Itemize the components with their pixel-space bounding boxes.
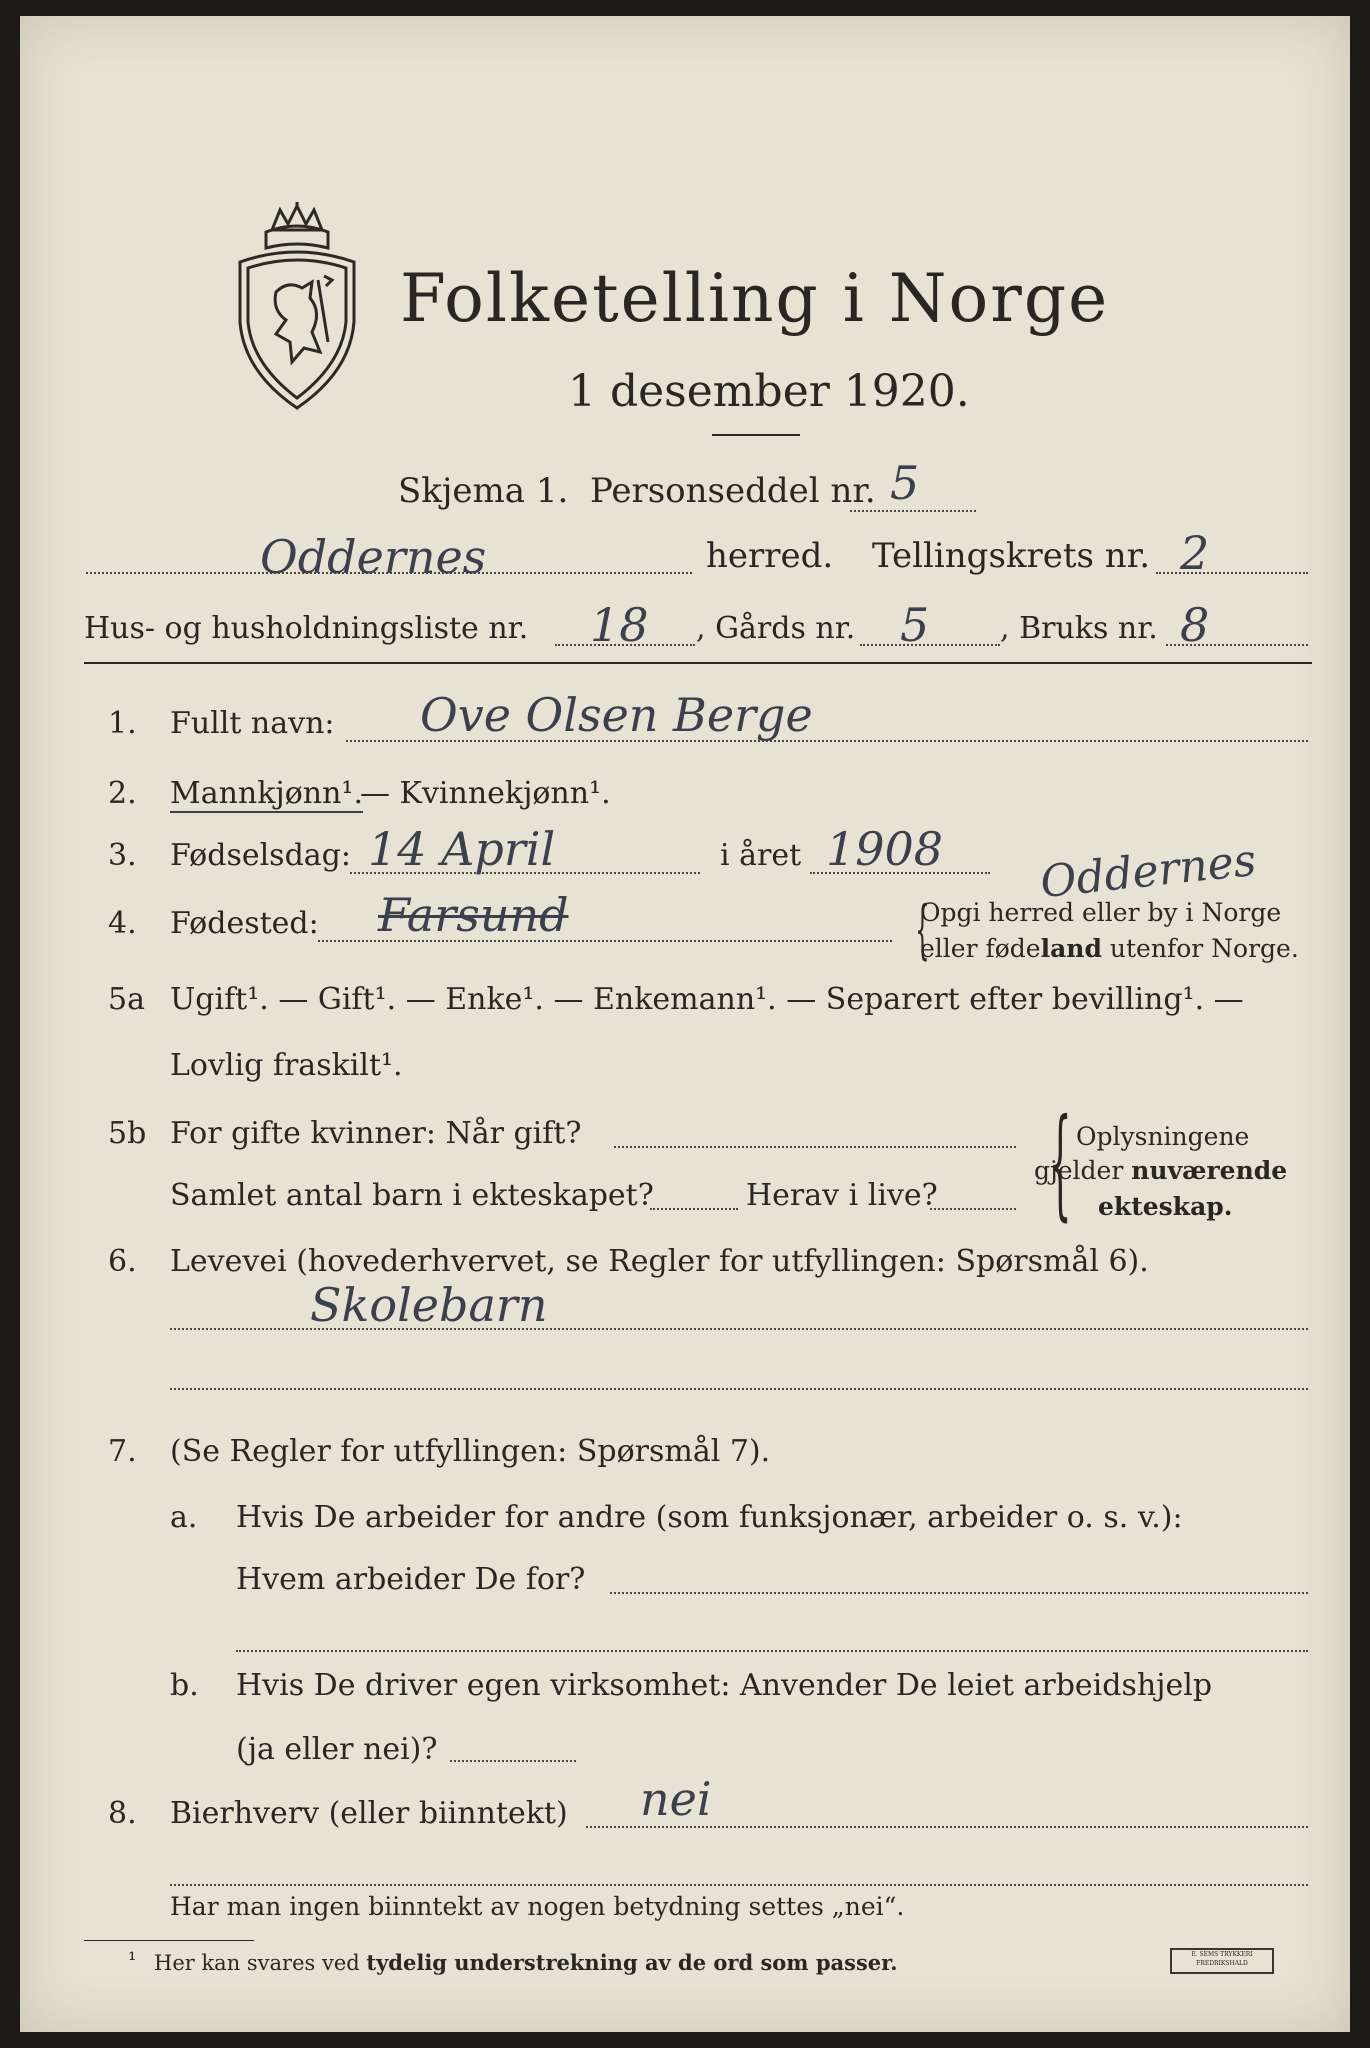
q5b-alive-label: Herav i live? — [746, 1178, 938, 1213]
herred-label: herred. — [706, 536, 834, 576]
q4-note-part-a: eller føde — [920, 934, 1041, 963]
footnote-text — [154, 1950, 898, 1975]
q5b-married-when-line — [614, 1146, 1016, 1148]
q3-label: Fødselsdag: — [170, 838, 351, 873]
q8-number: 8. — [108, 1796, 137, 1831]
q5b-note-line-3: ekteskap. — [1098, 1192, 1233, 1221]
gards-label: , Gårds nr. — [696, 611, 856, 646]
herred-value[interactable]: Oddernes — [260, 530, 487, 584]
birth-year-value[interactable]: 1908 — [826, 822, 944, 876]
q7b-answer-line — [450, 1760, 576, 1762]
side-income-value[interactable]: nei — [640, 1772, 712, 1826]
personseddel-label: Personseddel nr. — [590, 471, 876, 511]
q5b-children-line — [650, 1208, 738, 1210]
q4-label: Fødested: — [170, 906, 319, 941]
gender-male-option[interactable]: Mannkjønn¹. — [170, 776, 363, 811]
occupation-value[interactable]: Skolebarn — [310, 1278, 548, 1332]
q8-line-2 — [170, 1884, 1308, 1886]
q5b-note-line-2 — [1034, 1156, 1287, 1185]
birthplace-value[interactable]: Farsund — [378, 888, 569, 942]
q7a-text: Hvis De arbeider for andre (som funksjonær, arbeider o. s. v.): — [236, 1500, 1183, 1535]
tellingskrets-value[interactable]: 2 — [1180, 526, 1210, 580]
q6-number: 6. — [108, 1244, 137, 1279]
q4-brace: { — [915, 893, 930, 967]
q7a-employer-label: Hvem arbeider De for? — [236, 1562, 586, 1597]
bruks-label: , Bruks nr. — [1000, 611, 1158, 646]
q7-number: 7. — [108, 1434, 137, 1469]
q5b-number: 5b — [108, 1116, 147, 1151]
q7b-text: Hvis De driver egen virksomhet: Anvender De leiet arbeidshjelp — [236, 1668, 1213, 1703]
birth-year-label: i året — [720, 838, 802, 873]
q7b-letter: b. — [170, 1668, 199, 1703]
q1-number: 1. — [108, 706, 137, 741]
q5b-brace: { — [1048, 1094, 1072, 1233]
personseddel-line — [850, 510, 976, 512]
birthday-value[interactable]: 14 April — [368, 822, 556, 876]
q5b-note-part-a: gjelder — [1034, 1156, 1132, 1185]
norwegian-coat-of-arms-icon — [232, 202, 362, 412]
bruks-value[interactable]: 8 — [1180, 598, 1210, 652]
q4-note-part-c: utenfor Norge. — [1101, 934, 1299, 963]
q4-note-line-1: Opgi herred eller by i Norge — [920, 898, 1282, 927]
footnote-text-b: tydelig understrekning av de ord som passer. — [366, 1950, 898, 1975]
q8-line — [586, 1826, 1308, 1828]
marital-status-options[interactable]: Ugift¹. — Gift¹. — Enke¹. — Enkemann¹. — Separert efter bevilling¹. — — [170, 982, 1244, 1017]
q1-label: Fullt navn: — [170, 706, 335, 741]
q7b-answer-label: (ja eller nei)? — [236, 1732, 438, 1767]
q3-number: 3. — [108, 838, 137, 873]
q5b-married-when-label: For gifte kvinner: Når gift? — [170, 1116, 582, 1151]
footnote-text-a: Her kan svares ved — [154, 1951, 367, 1975]
q2-number: 2. — [108, 776, 137, 811]
q4-note-part-b: land — [1040, 934, 1102, 963]
skjema-label: Skjema 1. — [398, 471, 569, 511]
husholdningsliste-label: Hus- og husholdningsliste nr. — [84, 611, 529, 646]
footnote-divider — [84, 1940, 254, 1941]
margin-note-birthplace: Oddernes — [1037, 834, 1259, 909]
header-divider — [84, 662, 1312, 664]
form-title: Folketelling i Norge — [400, 260, 1110, 337]
gards-value[interactable]: 5 — [900, 598, 930, 652]
q5b-alive-line — [930, 1208, 1016, 1210]
q5b-note-line-1: Oplysningene — [1076, 1122, 1250, 1151]
gender-female-option[interactable]: — Kvinnekjønn¹. — [360, 776, 611, 811]
q4-number: 4. — [108, 906, 137, 941]
q6-label: Levevei (hovederhvervet, se Regler for utfyllingen: Spørsmål 6). — [170, 1244, 1149, 1279]
q7-label: (Se Regler for utfyllingen: Spørsmål 7). — [170, 1434, 771, 1469]
census-date: 1 desember 1920. — [568, 366, 970, 417]
tellingskrets-line — [1156, 572, 1308, 574]
title-divider — [712, 434, 800, 436]
personseddel-value[interactable]: 5 — [890, 456, 920, 510]
q8-instruction: Har man ingen biinntekt av nogen betydning settes „nei“. — [170, 1892, 905, 1921]
q4-note-line-2 — [920, 934, 1299, 963]
q8-label: Bierhverv (eller biinntekt) — [170, 1796, 568, 1831]
q7a-employer-line-2 — [236, 1650, 1308, 1652]
tellingskrets-label: Tellingskrets nr. — [872, 536, 1151, 576]
printer-stamp: E. SEMS TRYKKERI FREDRIKSHALD — [1170, 1948, 1274, 1974]
occupation-line-2 — [170, 1388, 1308, 1390]
full-name-value[interactable]: Ove Olsen Berge — [420, 688, 813, 742]
gards-line — [860, 644, 1000, 646]
q5b-children-label: Samlet antal barn i ekteskapet? — [170, 1178, 654, 1213]
footnote-mark: ¹ — [128, 1948, 137, 1972]
q5b-note-part-b: nuværende — [1131, 1156, 1288, 1185]
husholdningsliste-value[interactable]: 18 — [590, 598, 649, 652]
q7a-employer-line-1 — [610, 1592, 1308, 1594]
q7a-letter: a. — [170, 1500, 198, 1535]
census-form — [20, 16, 1350, 2032]
marital-status-divorced[interactable]: Lovlig fraskilt¹. — [170, 1048, 403, 1083]
q5a-number: 5a — [108, 982, 145, 1017]
